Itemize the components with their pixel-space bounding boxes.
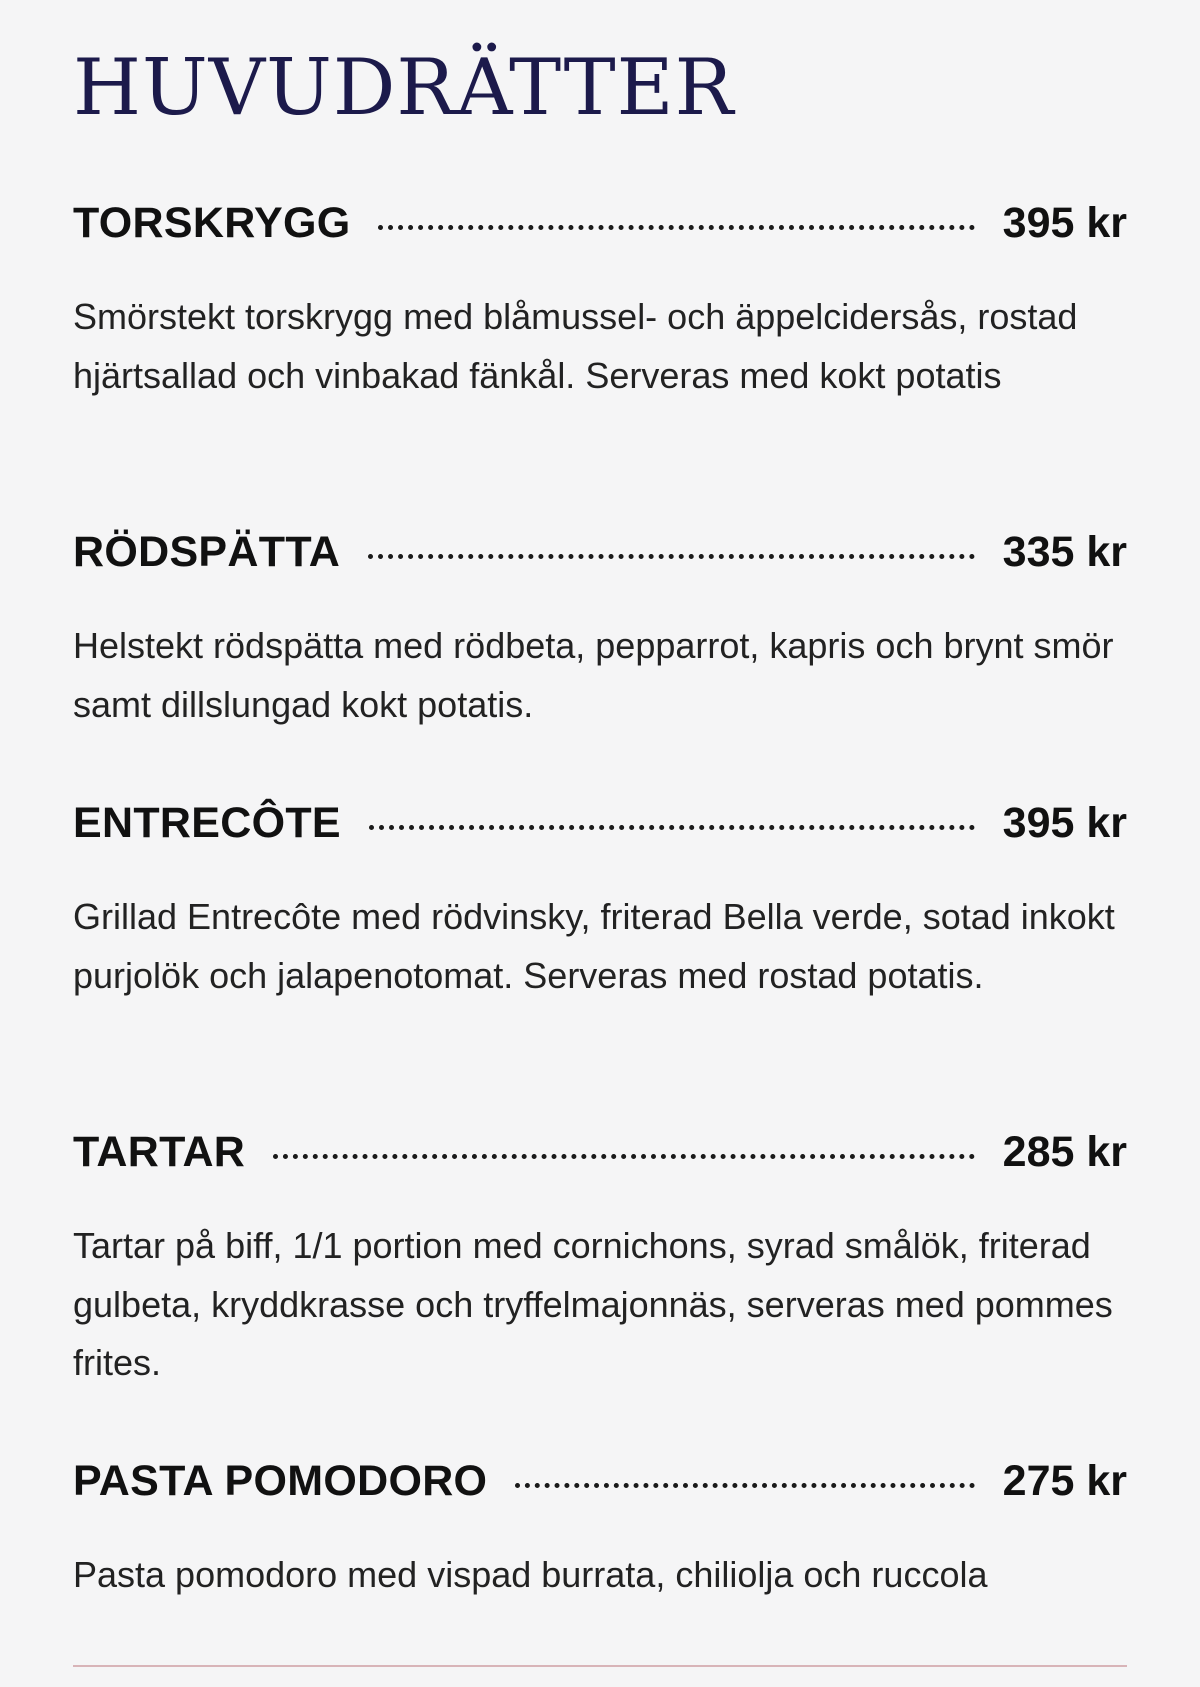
- menu-item-description: Helstekt rödspätta med rödbeta, pepparrot, kapris och brynt smör samt dillslungad kokt potatis.: [73, 625, 1114, 725]
- menu-item-header: [73, 1451, 1127, 1511]
- menu-item-price: 335 kr: [1002, 527, 1127, 576]
- menu-item-header: [73, 1122, 1127, 1182]
- menu-item-description: Smörstekt torskrygg med blåmussel- och äppelcidersås, rostad hjärtsallad och vinbakad fänkål. Serveras med kokt potatis: [73, 296, 1078, 396]
- menu-item-description: Pasta pomodoro med vispad burrata, chiliolja och ruccola: [73, 1554, 988, 1595]
- menu-item-price: 285 kr: [1002, 1127, 1127, 1176]
- menu-item-name: TARTAR: [73, 1127, 246, 1176]
- dot-leader: [515, 1483, 974, 1488]
- dot-leader: [369, 825, 975, 830]
- menu-item: [73, 522, 1127, 734]
- menu-item-name: ENTRECÔTE: [73, 798, 341, 847]
- menu-item-description: Tartar på biff, 1/1 portion med cornichons, syrad smålök, friterad gulbeta, kryddkrasse och tryffelmajonnäs, serveras med pommes frites.: [73, 1225, 1113, 1383]
- menu-item-name: PASTA POMODORO: [73, 1456, 488, 1505]
- menu-item-description: Grillad Entrecôte med rödvinsky, friterad Bella verde, sotad inkokt purjolök och jalapenotomat. Serveras med rostad potatis.: [73, 896, 1115, 996]
- dot-leader: [273, 1154, 974, 1159]
- menu-item: [73, 1451, 1127, 1605]
- menu-item-name: TORSKRYGG: [73, 198, 351, 247]
- menu-item: [73, 793, 1127, 1005]
- menu-item-price: 395 kr: [1002, 798, 1127, 847]
- menu-item-price: 395 kr: [1002, 198, 1127, 247]
- dot-leader: [378, 225, 974, 230]
- menu-item: [73, 193, 1127, 405]
- section-title: HUVUDRÄTTER: [73, 43, 735, 133]
- menu-item-header: [73, 522, 1127, 582]
- menu-item-price: 275 kr: [1002, 1456, 1127, 1505]
- menu-item: [73, 1122, 1127, 1393]
- dot-leader: [368, 554, 975, 559]
- menu-item-header: [73, 193, 1127, 253]
- menu-item-header: [73, 793, 1127, 853]
- section-divider: [73, 1665, 1127, 1667]
- menu-item-name: RÖDSPÄTTA: [73, 527, 341, 576]
